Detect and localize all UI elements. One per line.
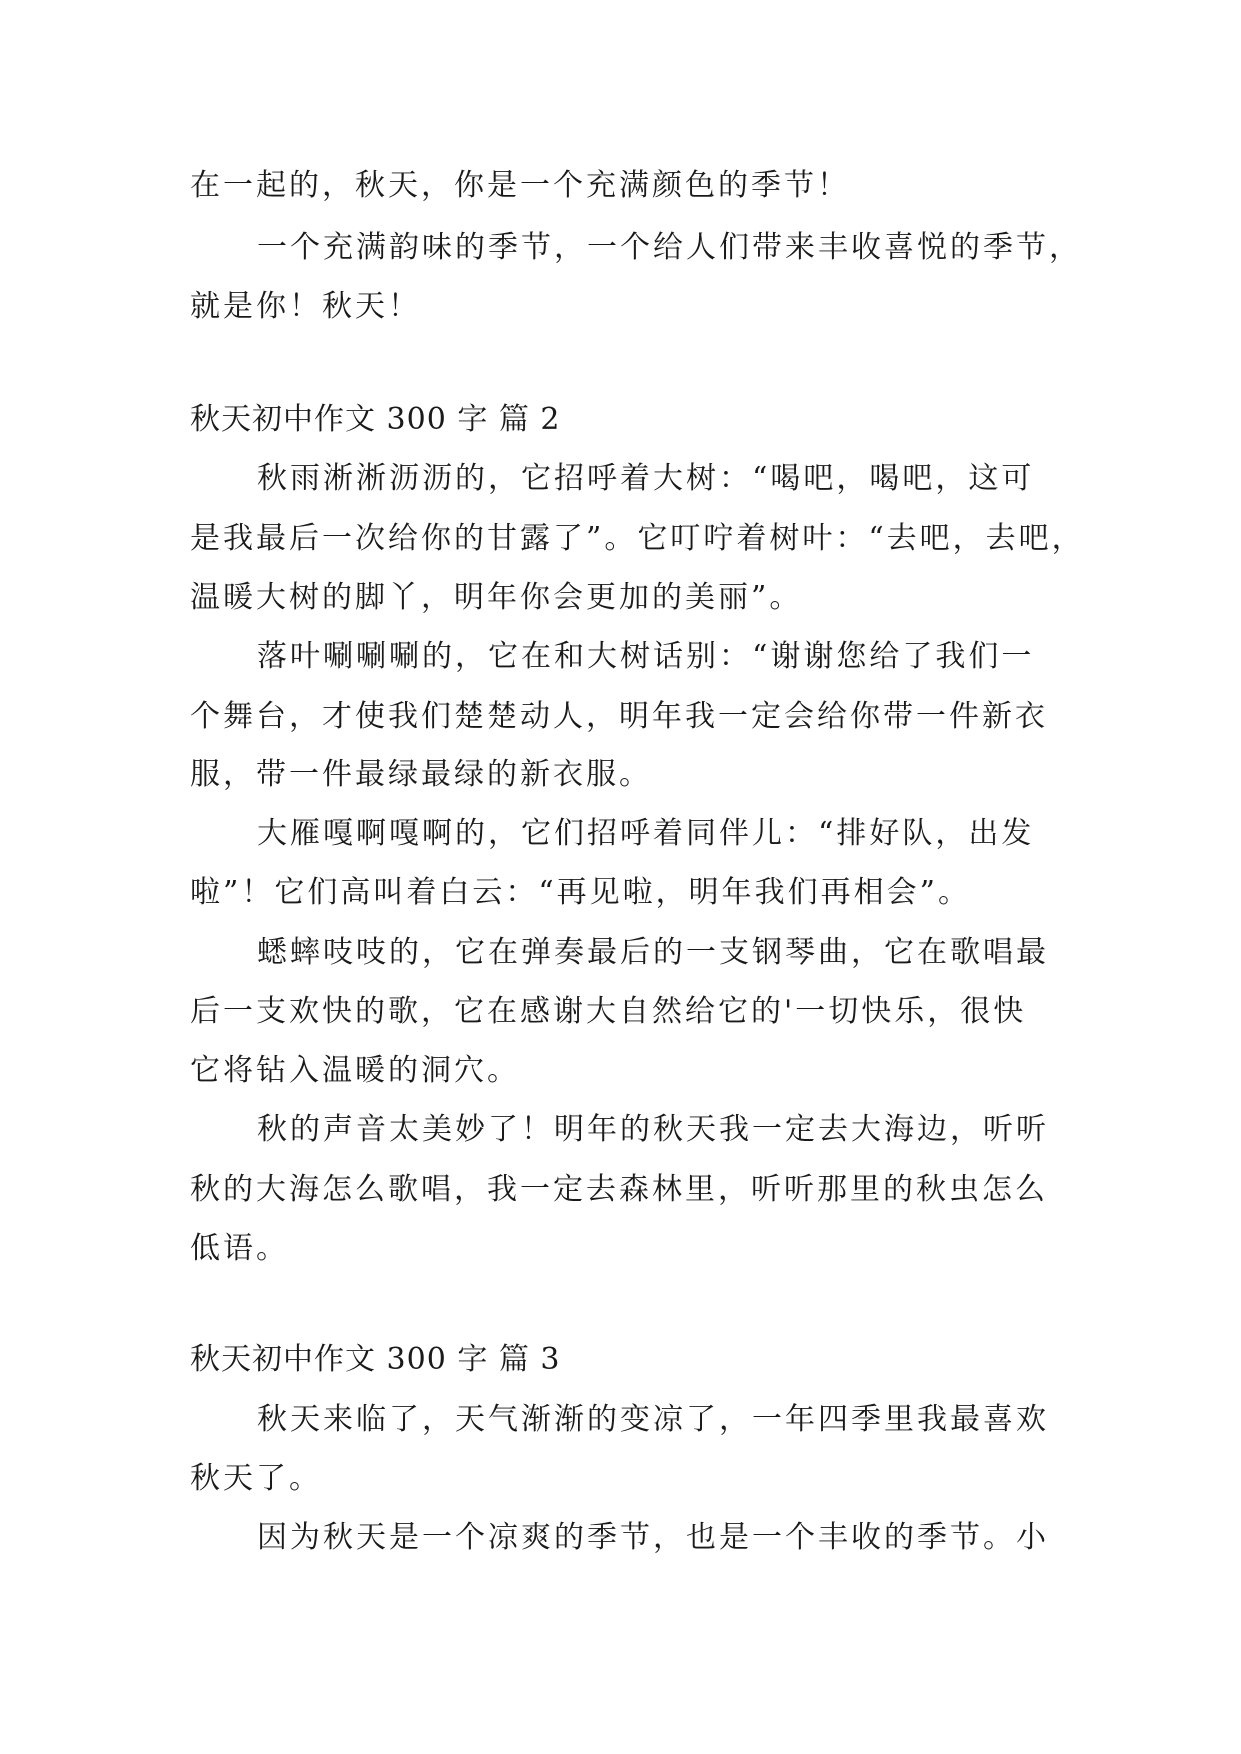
paragraph-line: 秋天来临了，天气渐渐的变凉了，一年四季里我最喜欢: [257, 1402, 1049, 1437]
paragraph-line: 低语。: [190, 1231, 289, 1266]
section-heading: 秋天初中作文 300 字 篇 3: [190, 1342, 561, 1377]
paragraph-line: 落叶唰唰唰的，它在和大树话别：“谢谢您给了我们一: [257, 639, 1035, 674]
paragraph-line: 是我最后一次给你的甘露了”。它叮咛着树叶：“去吧，去吧，: [190, 521, 1085, 556]
paragraph-line: 秋的大海怎么歌唱，我一定去森林里，听听那里的秋虫怎么: [190, 1172, 1048, 1207]
paragraph-line: 秋的声音太美妙了！明年的秋天我一定去大海边，听听: [257, 1112, 1049, 1147]
paragraph-line: 一个充满韵味的季节，一个给人们带来丰收喜悦的季节，: [257, 230, 1082, 265]
paragraph-line: 大雁嘎啊嘎啊的，它们招呼着同伴儿：“排好队，出发: [257, 816, 1035, 851]
paragraph-line: 后一支欢快的歌，它在感谢大自然给它的'一切快乐，很快: [190, 994, 1027, 1029]
paragraph-line: 秋天了。: [190, 1461, 322, 1496]
section-heading: 秋天初中作文 300 字 篇 2: [190, 402, 561, 437]
paragraph-line: 就是你！秋天！: [190, 289, 421, 324]
paragraph-line: 服，带一件最绿最绿的新衣服。: [190, 757, 652, 792]
paragraph-line: 温暖大树的脚丫，明年你会更加的美丽”。: [190, 580, 803, 615]
paragraph-line: 因为秋天是一个凉爽的季节，也是一个丰收的季节。小: [257, 1520, 1049, 1555]
paragraph-line: 啦”！它们高叫着白云：“再见啦，明年我们再相会”。: [190, 875, 972, 910]
paragraph-line: 它将钻入温暖的洞穴。: [190, 1053, 520, 1088]
paragraph-line: 蟋蟀吱吱的，它在弹奏最后的一支钢琴曲，它在歌唱最: [257, 935, 1049, 970]
paragraph-line: 在一起的，秋天，你是一个充满颜色的季节！: [190, 168, 850, 203]
paragraph-line: 秋雨淅淅沥沥的，它招呼着大树：“喝吧，喝吧，这可: [257, 461, 1035, 496]
paragraph-line: 个舞台，才使我们楚楚动人，明年我一定会给你带一件新衣: [190, 699, 1048, 734]
